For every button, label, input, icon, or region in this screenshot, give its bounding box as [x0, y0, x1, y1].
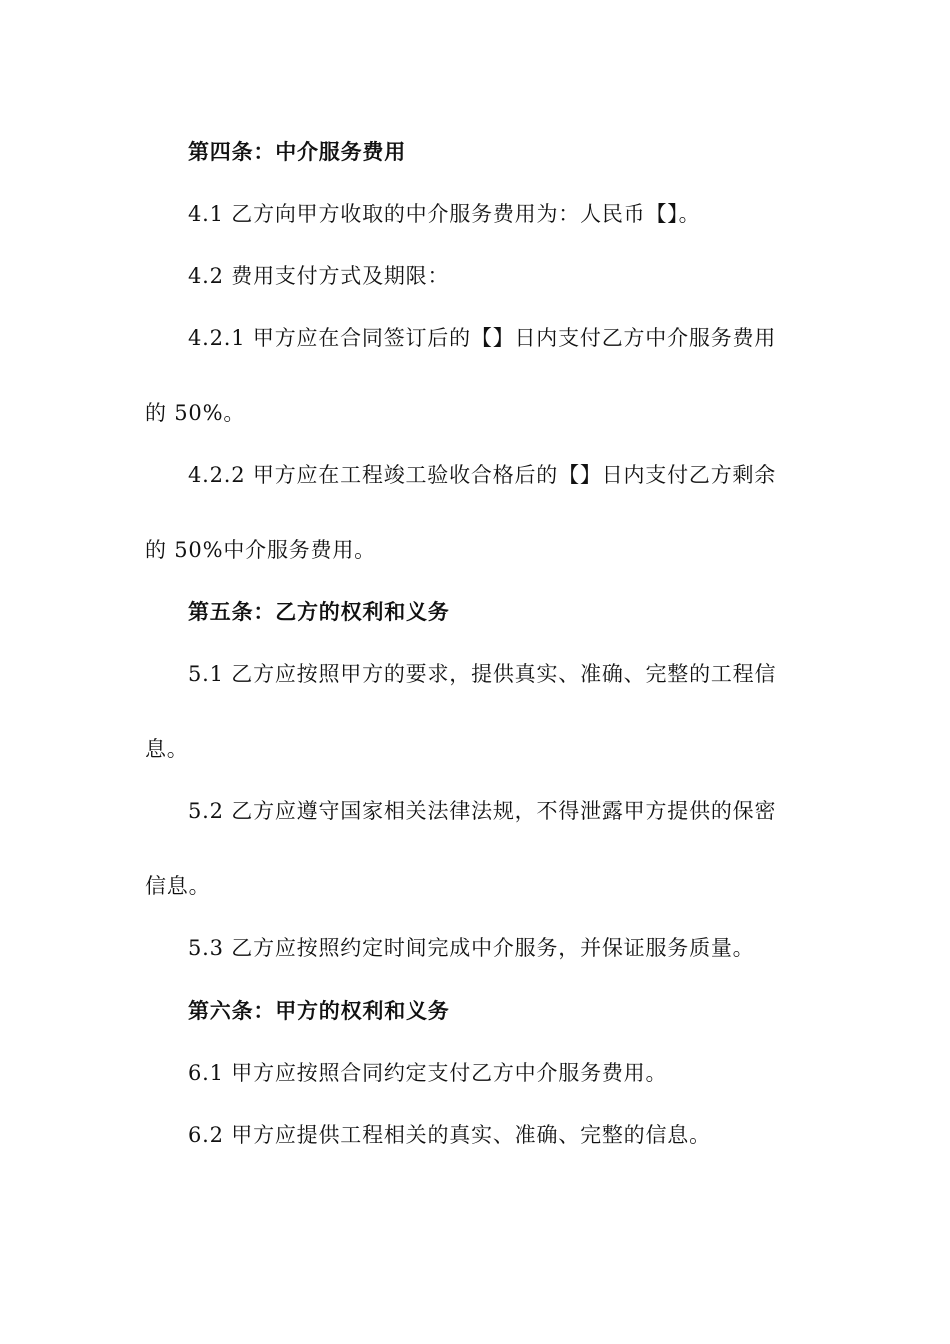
- clause-4-2-2-line2: 的 50%中介服务费用。: [145, 538, 376, 562]
- section-4-heading: 第四条：中介服务费用: [188, 140, 406, 164]
- section-5-heading: 第五条：乙方的权利和义务: [188, 600, 450, 624]
- clause-4-1: 4.1 乙方向甲方收取的中介服务费用为：人民币【】。: [188, 202, 701, 226]
- clause-6-1: 6.1 甲方应按照合同约定支付乙方中介服务费用。: [188, 1061, 668, 1085]
- clause-5-1-line1: 5.1 乙方应按照甲方的要求，提供真实、准确、完整的工程信: [188, 662, 777, 686]
- clause-5-2-line1: 5.2 乙方应遵守国家相关法律法规，不得泄露甲方提供的保密: [188, 799, 777, 823]
- clause-4-2-1-line1: 4.2.1 甲方应在合同签订后的【】日内支付乙方中介服务费用: [188, 326, 777, 350]
- section-6-heading: 第六条：甲方的权利和义务: [188, 999, 450, 1023]
- clause-4-2-2-line1: 4.2.2 甲方应在工程竣工验收合格后的【】日内支付乙方剩余: [188, 463, 777, 487]
- clause-6-2: 6.2 甲方应提供工程相关的真实、准确、完整的信息。: [188, 1123, 711, 1147]
- clause-5-3: 5.3 乙方应按照约定时间完成中介服务，并保证服务质量。: [188, 936, 755, 960]
- clause-4-2-1-line2: 的 50%。: [145, 401, 246, 425]
- clause-5-2-line2: 信息。: [145, 874, 211, 898]
- clause-4-2: 4.2 费用支付方式及期限：: [188, 264, 450, 288]
- clause-5-1-line2: 息。: [145, 737, 189, 761]
